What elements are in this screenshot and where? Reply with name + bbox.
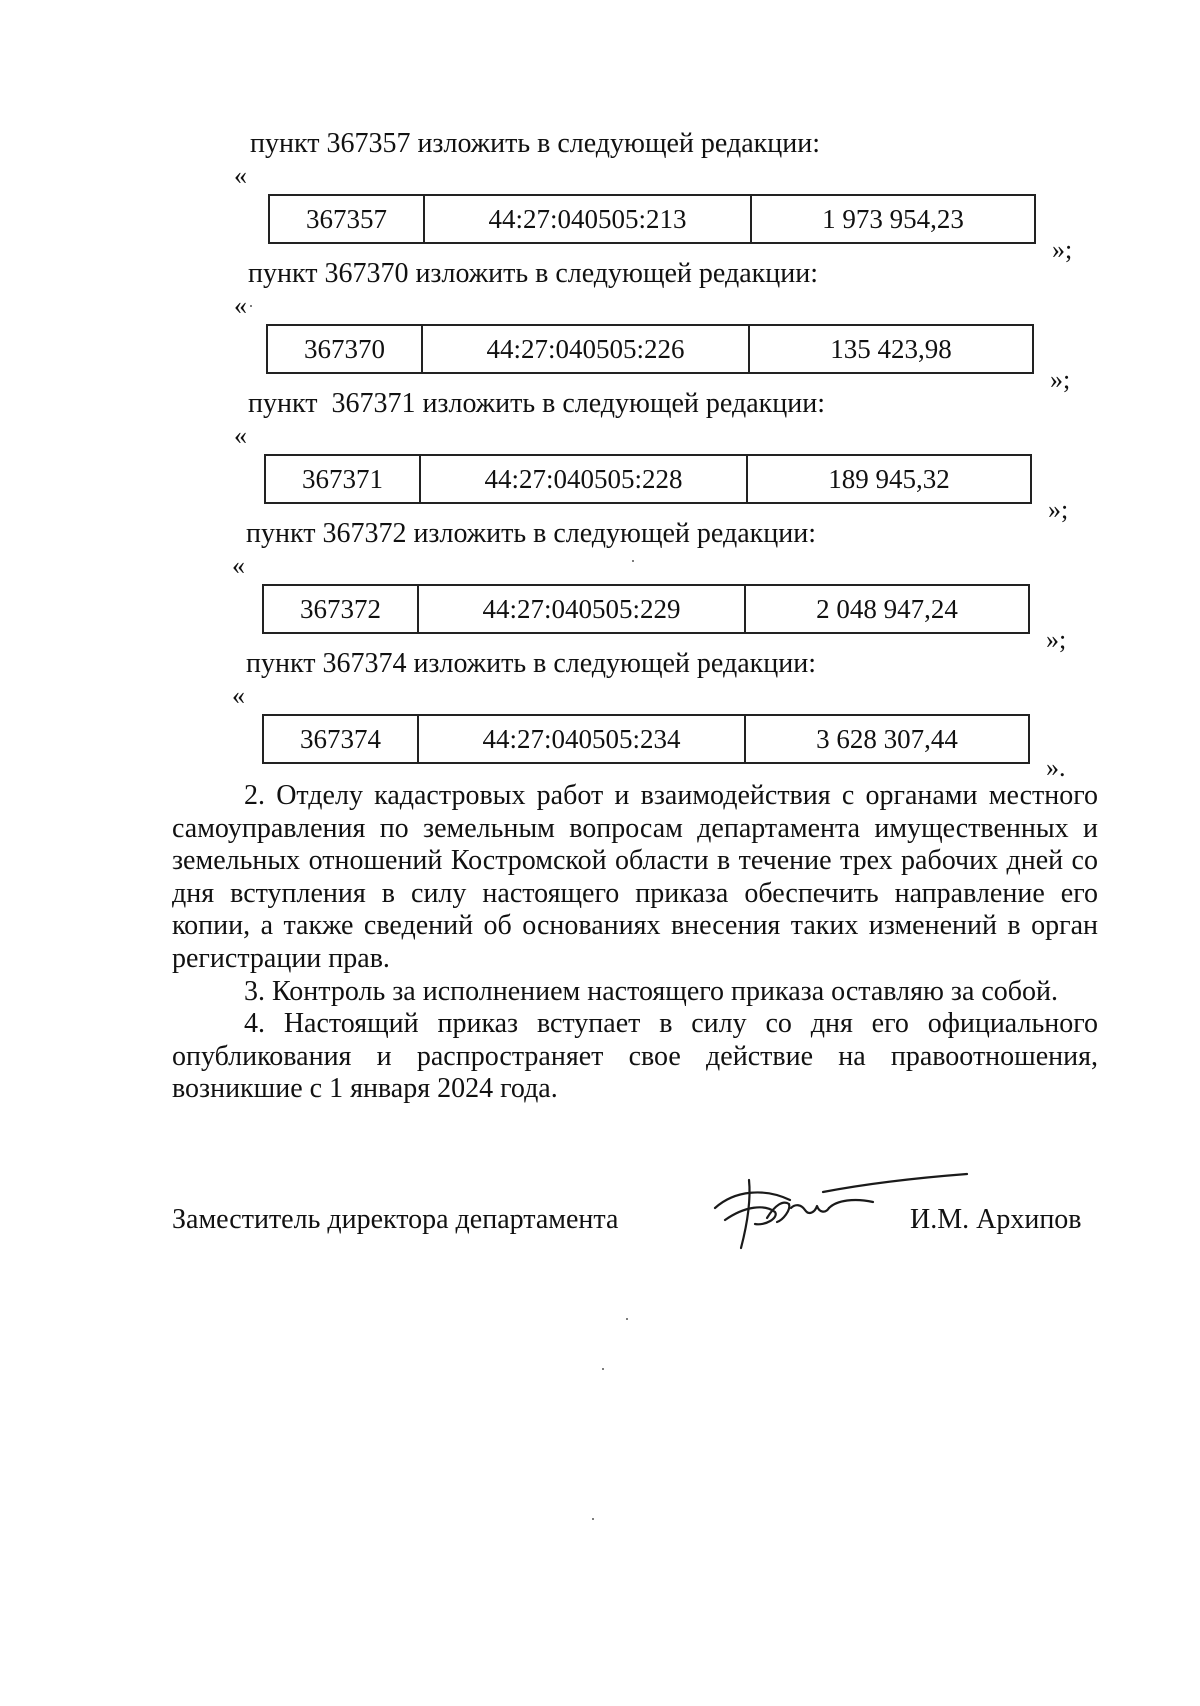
open-quote: « (234, 291, 247, 320)
close-quote: »; (1048, 495, 1069, 524)
item-intro: пункт 367370 изложить в следующей редакции: (248, 258, 818, 289)
cadastral-value-cell: 189 945,32 (828, 463, 950, 494)
item-intro: пункт 367371 изложить в следующей редакции: (248, 388, 825, 419)
signatory-position: Заместитель директора департамента (172, 1204, 619, 1235)
signatory-name: И.М. Архипов (910, 1204, 1082, 1235)
cadastral-value-cell: 1 973 954,23 (822, 203, 964, 234)
cadastral-number-cell: 44:27:040505:229 (419, 586, 746, 632)
scan-speck (626, 1318, 628, 1320)
paragraph-2: 2. Отделу кадастровых работ и взаимодействия с органами местного самоуправления по земельным вопросам департамента имущественных и земельных отношений Костромской области в течение трех рабочих дней со дня вступления в силу настоящего приказа обеспечить направление его копии, а также сведений об основаниях внесения таких изменений в орган регистрации прав. (172, 780, 1098, 974)
cadastral-value-cell: 135 423,98 (830, 333, 952, 364)
item-intro: пункт 367357 изложить в следующей редакции: (250, 128, 820, 159)
open-quote: « (232, 551, 245, 580)
item-number-cell: 367372 (264, 586, 419, 632)
cadastral-number-cell: 44:27:040505:213 (425, 196, 752, 242)
scan-speck (632, 560, 634, 562)
item-number-cell: 367370 (268, 326, 423, 372)
scan-speck (602, 1368, 604, 1370)
item-table (262, 584, 1030, 634)
close-quote: »; (1052, 235, 1073, 264)
item-intro: пункт 367372 изложить в следующей редакции: (246, 518, 816, 549)
close-quote: ». (1046, 753, 1066, 782)
open-quote: « (232, 681, 245, 710)
cadastral-number-cell: 44:27:040505:226 (423, 326, 750, 372)
paragraph-4: 4. Настоящий приказ вступает в силу со дня его официального опубликования и распространяет свое действие на правоотношения, возникшие с 1 января 2024 года. (172, 1008, 1098, 1105)
open-quote: « (234, 421, 247, 450)
item-intro: пункт 367374 изложить в следующей редакции: (246, 648, 816, 679)
item-table (262, 714, 1030, 764)
item-table (268, 194, 1036, 244)
cadastral-number-cell: 44:27:040505:228 (421, 456, 748, 502)
item-table (264, 454, 1032, 504)
item-number-cell: 367374 (264, 716, 419, 762)
body-text (172, 780, 1098, 1106)
cadastral-number-cell: 44:27:040505:234 (419, 716, 746, 762)
item-table (266, 324, 1034, 374)
item-number-cell: 367357 (270, 196, 425, 242)
paragraph-3: 3. Контроль за исполнением настоящего приказа оставляю за собой. (244, 975, 1059, 1007)
close-quote: »; (1046, 625, 1067, 654)
close-quote: »; (1050, 365, 1071, 394)
cadastral-value-cell: 2 048 947,24 (816, 593, 958, 624)
item-number-cell: 367371 (266, 456, 421, 502)
scan-speck (250, 305, 252, 307)
cadastral-value-cell: 3 628 307,44 (816, 723, 958, 754)
scan-speck (592, 1518, 594, 1520)
open-quote: « (234, 161, 247, 190)
